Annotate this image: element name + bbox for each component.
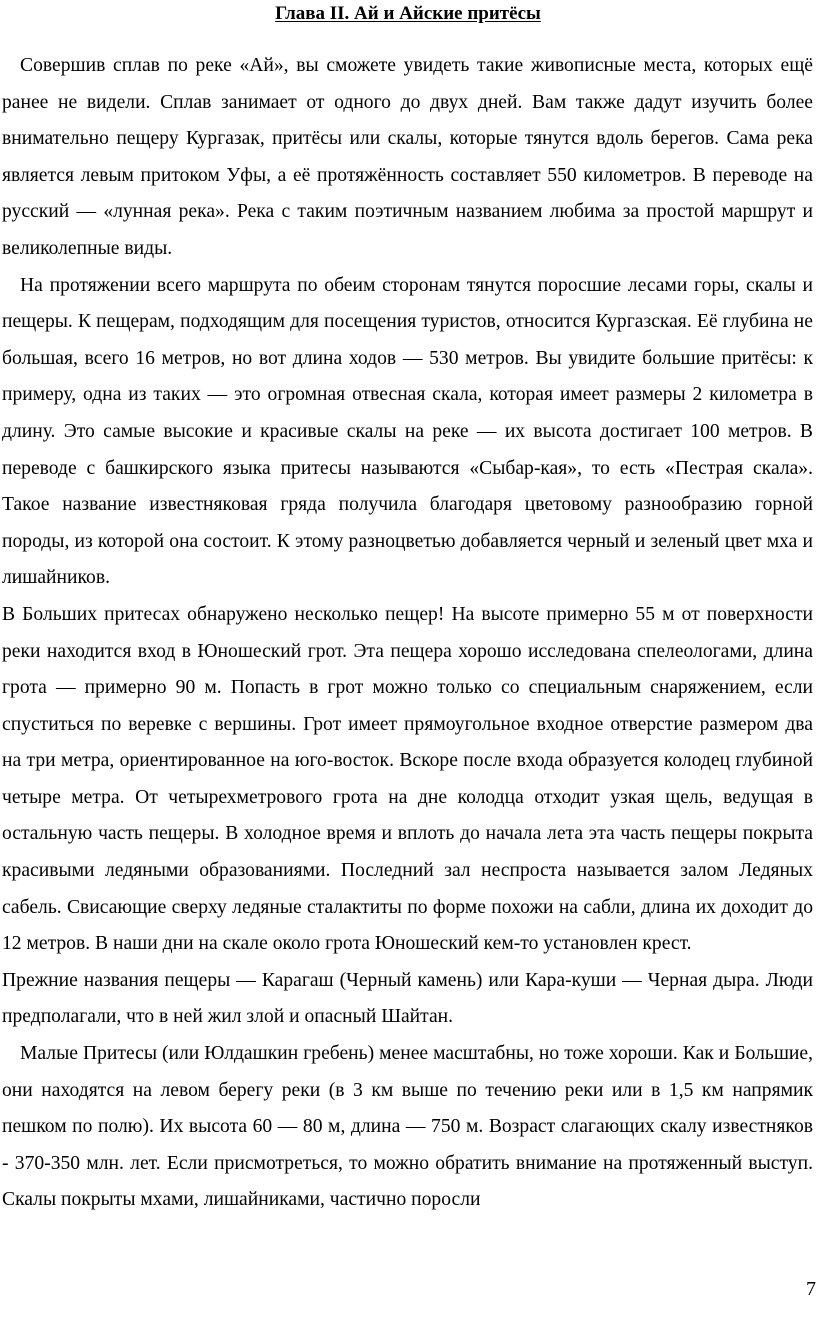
page-number: 7 [806, 1278, 816, 1300]
chapter-title: Глава II. Ай и Айские притёсы [275, 3, 541, 24]
paragraph-prezhnie-nazvaniya: Прежние названия пещеры — Карагаш (Черный камень) или Кара-куши — Черная дыра. Люди предполагали, что в ней жил злой и опасный Шайтан. [2, 969, 813, 1028]
paragraph-bolshie-pritesy: В Больших притесах обнаружено несколько пещер! На высоте примерно 55 м от поверхности реки находится вход в Юношеский грот. Эта пещера хорошо исследована спелеологами, длина грота — примерно 90 м. Попасть в грот можно только со специальным снаряжением, если спуститься по веревке с вершины. Грот имеет прямоугольное входное отверстие размером два на три метра, ориентированное на юго-восток. Вскоре после входа образуется колодец глубиной четыре метра. От четырехметрового грота на дне колодца отходит узкая щель, ведущая в остальную часть пещеры. В холодное время и вплоть до начала лета эта часть пещеры покрыта красивыми ледяными образованиями. Последний зал неспроста называется залом Ледяных сабель. Свисающие сверху ледяные сталактиты по форме похожи на сабли, длина их доходит до 12 метров. В наши дни на скале около грота Юношеский кем-то установлен крест. [2, 603, 813, 955]
paragraph-splav: Совершив сплав по реке «Ай», вы сможете увидеть такие живописные места, которых ещё ранее не видели. Сплав занимает от одного до двух дней. Вам также дадут изучить более внимательно пещеру Кургазак, притёсы или скалы, которые тянутся вдоль берегов. Сама река является левым притоком Уфы, а её протяжённость составляет 550 километров. В переводе на русский — «лунная река». Река с таким поэтичным названием любима за простой маршрут и великолепные виды. [2, 55, 813, 259]
paragraph-peshchery: На протяжении всего маршрута по обеим сторонам тянутся поросшие лесами горы, скалы и пещеры. К пещерам, подходящим для посещения туристов, относится Кургазская. Её глубина не большая, всего 16 метров, но вот длина ходов — 530 метров. Вы увидите большие притёсы: к примеру, одна из таких — это огромная отвесная скала, которая имеет размеры 2 километра в длину. Это самые высокие и красивые скалы на реке — их высота достигает 100 метров. В переводе с башкирского языка притесы называются «Сыбар-кая», то есть «Пестрая скала». Такое название известняковая гряда получила благодаря цветовому разнообразию горной породы, из которой она состоит. К этому разноцветью добавляется черный и зеленый цвет мха и лишайников. [2, 274, 813, 589]
paragraph-malye-pritesy: Малые Притесы (или Юлдашкин гребень) менее масштабны, но тоже хороши. Как и Большие, они находятся на левом берегу реки (в 3 км выше по течению реки или в 1,5 км напрямик пешком по полю). Их высота 60 — 80 м, длина — 750 м. Возраст слагающих скалу известняков - 370-350 млн. лет. Если присмотреться, то можно обратить внимание на протяженный выступ. Скалы покрыты мхами, лишайниками, частично поросли [2, 1043, 813, 1211]
body-text [2, 48, 813, 1219]
